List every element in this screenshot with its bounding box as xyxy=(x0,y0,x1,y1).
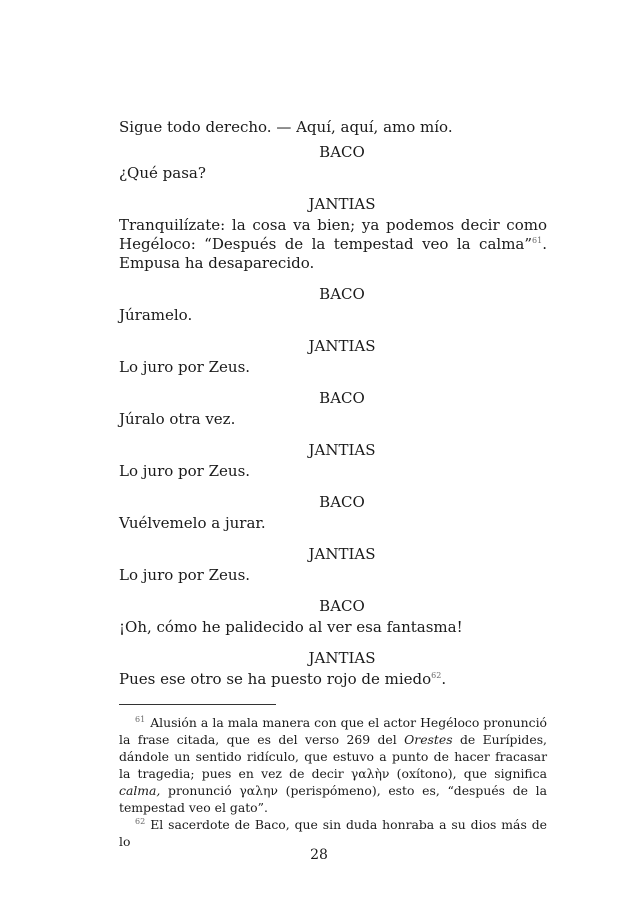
footnote-text: Alusión a la mala manera con que el actor Hegéloco pronunció la frase citada, que es del verso 269 del xyxy=(119,715,547,747)
dialogue-text-segment: . xyxy=(441,670,447,688)
footnote-italic-title: Orestes xyxy=(404,732,453,747)
footnote-italic-word: calma, xyxy=(119,783,161,798)
footnote-text: de Eurípides, dándole un sentido ridículo, que estuvo a punto de hacer fracasar la tragedia; pues en vez de decir γαλὴν (oxítono), que significa xyxy=(119,732,547,781)
speaker-name: BACO xyxy=(319,597,365,615)
footnote-reference[interactable]: 61 xyxy=(532,236,543,245)
speaker-name: BACO xyxy=(319,143,365,161)
speaker-name: JANTIAS xyxy=(308,545,376,563)
dialogue-text-segment: . Empusa ha desaparecido. xyxy=(119,235,547,272)
dialogue-line: ¡Oh, cómo he palidecido al ver esa fantasma! xyxy=(119,618,463,636)
footnote-number: 62 xyxy=(135,816,146,826)
dialogue-line: ¿Qué pasa? xyxy=(119,164,206,182)
dialogue-line xyxy=(119,216,547,273)
page-number: 28 xyxy=(310,847,328,863)
footnote-divider xyxy=(119,704,276,705)
footnote-number: 61 xyxy=(135,714,146,724)
dialogue-line: Lo juro por Zeus. xyxy=(119,566,251,584)
dialogue-text-segment: Pues ese otro se ha puesto rojo de miedo xyxy=(119,670,432,688)
dialogue-text-segment: Tranquilízate: la cosa va bien; ya podemos decir como Hegéloco: “Después de la tempestad veo la calma” xyxy=(119,216,547,253)
dialogue-text xyxy=(119,118,547,689)
speaker-name: JANTIAS xyxy=(308,337,376,355)
dialogue-line: Sigue todo derecho. — Aquí, aquí, amo mío. xyxy=(119,118,453,136)
dialogue-line: Lo juro por Zeus. xyxy=(119,358,251,376)
dialogue-line xyxy=(119,670,547,689)
dialogue-line: Júralo otra vez. xyxy=(119,410,236,428)
dialogue-line: Júramelo. xyxy=(119,306,193,324)
footnotes xyxy=(119,714,547,850)
footnote-text: pronunció γαλην (perispómeno), esto es, “después de la tempestad veo el gato”. xyxy=(119,783,547,815)
speaker-name: BACO xyxy=(319,285,365,303)
footnote-reference[interactable]: 62 xyxy=(431,671,442,680)
dialogue-line: Vuélvemelo a jurar. xyxy=(119,514,266,532)
speaker-name: JANTIAS xyxy=(308,649,376,667)
footnote-text: El sacerdote de Baco, que sin duda honraba a su dios más de lo xyxy=(119,817,547,849)
speaker-name: JANTIAS xyxy=(308,195,376,213)
footnote-61 xyxy=(119,714,547,816)
dialogue-line: Lo juro por Zeus. xyxy=(119,462,251,480)
speaker-name: BACO xyxy=(319,493,365,511)
speaker-name: BACO xyxy=(319,389,365,407)
footnote-62 xyxy=(119,816,547,850)
speaker-name: JANTIAS xyxy=(308,441,376,459)
